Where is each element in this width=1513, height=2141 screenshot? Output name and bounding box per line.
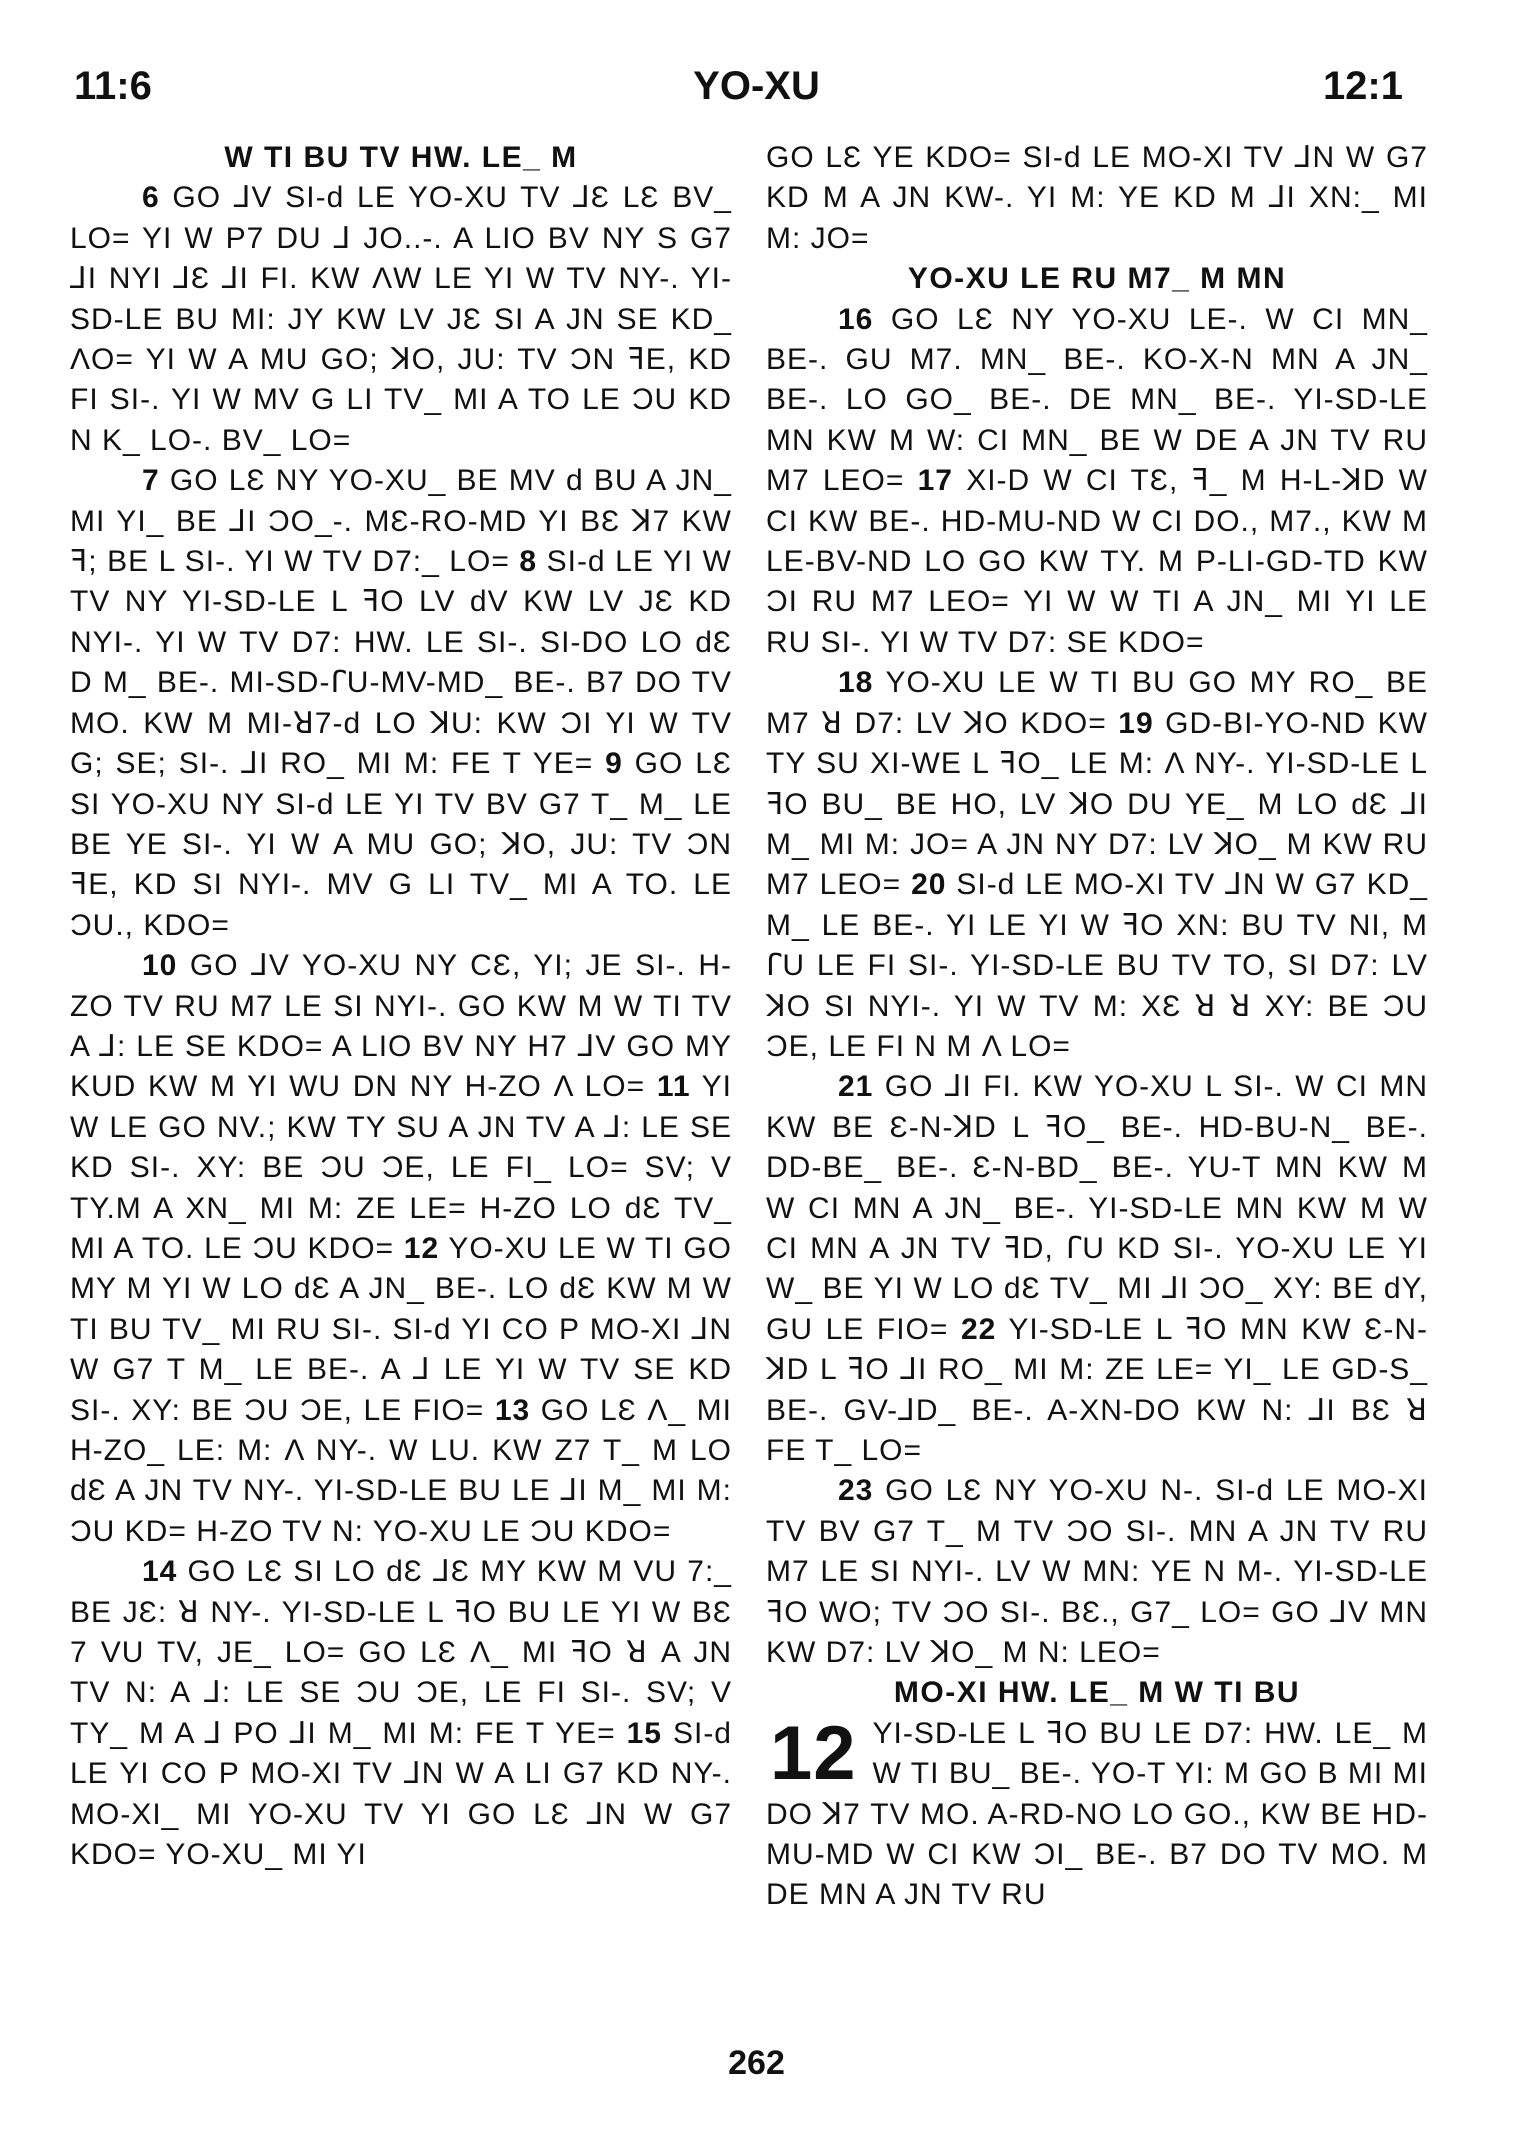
- verse-number: 6: [142, 181, 160, 215]
- header-left-reference: 11:6: [74, 64, 152, 108]
- running-title: YO-XU: [693, 64, 820, 108]
- paragraph: [766, 1471, 1428, 1673]
- verse-number: 7: [142, 464, 160, 498]
- left-column: [70, 138, 732, 1875]
- verse-number: 15: [626, 1716, 662, 1750]
- paragraph: [70, 946, 732, 1552]
- right-column: [766, 138, 1428, 1916]
- verse-number: 22: [961, 1312, 997, 1346]
- verse-number: 13: [494, 1393, 531, 1427]
- paragraph: [70, 1552, 732, 1875]
- paragraph: [70, 461, 732, 946]
- verse-text: YI-SD-LE L ꟻO MN KW Ɛ-N-ꓘD L ꟻO ⅃I RO_ MI M: ZE LE= YI_ LE GD-S_ BE-. GV-⅃D_ BE-. A-XN-DO KW N: ⅃I BƐ ꓤ FE T_ LO=: [766, 1312, 1428, 1467]
- paragraph: [766, 663, 1428, 1067]
- verse-number: 21: [838, 1070, 874, 1104]
- verse-text: GO LƐ SI LO dƐ ⅃Ɛ MY KW M VU 7:_ BE JƐ: ꓤ NY-. YI-SD-LE L ꟻO BU LE YI W BƐ 7 VU TV, JE_ LO= GO LƐ Λ_ MI ꟻO ꓤ A JN TV N: A ⅃: LE SE ƆU ƆE, LE FI SI-. SV; V TY_ M A ⅃ PO ⅃I M_ MI M: FE T YE=: [70, 1555, 732, 1750]
- verse-text: SI-d LE YI CO P MO-XI TV ⅃N W A LI G7 KD NY-. MO-XI_ MI YO-XU TV YI GO LƐ ⅃N W G7 KDO= YO-XU_ MI YI: [70, 1716, 732, 1872]
- verse-text: GD-BI-YO-ND KW TY SU XI-WE L ꟻO_ LE M: Λ NY-. YI-SD-LE L ꟻO BU_ BE HO, LV ꓘO DU YE_ M LO dƐ ⅃I M_ MI M: JO= A JN NY D7: LV ꓘO_ M KW RU M7 LEO=: [766, 706, 1428, 902]
- verse-text: GO LƐ NY YO-XU_ BE MV d BU A JN_ MI YI_ BE ⅃I ƆO_-. MƐ-RO-MD YI BƐ ꓘ7 KW ꟻ; BE L SI-. YI W TV D7:_ LO=: [70, 464, 732, 579]
- verse-text: GO ⅃I FI. KW YO-XU L SI-. W CI MN KW BE Ɛ-N-ꓘD L ꟻO_ BE-. HD-BU-N_ BE-. DD-BE_ BE-. Ɛ-N-BD_ BE-. YU-T MN KW M W CI MN A JN_ BE-. YI-SD-LE MN KW M W CI MN A JN TV ꟻD, ꓩU KD SI-. YO-XU LE YI W_ BE YI W LO dƐ TV_ MI ⅃I ƆO_ XY: BE dY, GU LE FIO=: [766, 1070, 1428, 1346]
- page-number: 262: [728, 2044, 785, 2082]
- verse-number: 16: [838, 302, 874, 336]
- verse-number: 12: [403, 1231, 440, 1265]
- section-heading: YO-XU LE RU M7_ M MN: [907, 262, 1287, 296]
- verse-number: 10: [142, 949, 178, 983]
- paragraph: [766, 1067, 1428, 1471]
- verse-text: GO LƐ Λ_ MI H-ZO_ LE: M: Λ NY-. W LU. KW Z7 T_ M LO dƐ A JN TV NY-. YI-SD-LE BU LE ⅃I M_ MI M: ƆU KD= H-ZO TV N: YO-XU LE ƆU KDO=: [70, 1393, 732, 1548]
- verse-text: GO ⅃V SI-d LE YO-XU TV ⅃Ɛ LƐ BV_ LO= YI W P7 DU ⅃ JO..-. A LIO BV NY S G7 ⅃I NYI ⅃Ɛ ⅃I FI. KW ΛW LE YI W TV NY-. YI-SD-LE BU MI: JY KW LV JƐ SI A JN SE KD_ ΛO= YI W A MU GO; ꓘO, JU: TV ƆN ꟻE, KD FI SI-. YI W MV G LI TV_ MI A TO LE ƆU KD N K_ LO-. BV_ LO=: [70, 181, 732, 457]
- verse-number: 9: [605, 747, 623, 781]
- verse-text: GO LƐ NY YO-XU LE-. W CI MN_ BE-. GU M7. MN_ BE-. KO-X-N MN A JN_ BE-. LO GO_ BE-. DE MN_ BE-. YI-SD-LE MN KW M W: CI MN_ BE W DE A JN TV RU M7 LEO=: [766, 302, 1428, 498]
- verse-text: GO LƐ SI YO-XU NY SI-d LE YI TV BV G7 T_ M_ LE BE YE SI-. YI W A MU GO; ꓘO, JU: TV ƆN ꟻE, KD SI NYI-. MV G LI TV_ MI A TO. LE ƆU., KDO=: [70, 747, 732, 942]
- verse-number: 14: [142, 1555, 178, 1589]
- verse-number: 19: [1118, 706, 1154, 740]
- verse-text: GO ⅃V YO-XU NY CƐ, YI; JE SI-. H-ZO TV RU M7 LE SI NYI-. GO KW M W TI TV A ⅃: LE SE KDO= A LIO BV NY H7 ⅃V GO MY KUD KW M YI WU DN NY H-ZO Λ LO=: [70, 949, 732, 1104]
- chapter-heading: MO-XI HW. LE_ M W TI BU: [893, 1676, 1301, 1710]
- verse-number: 18: [838, 666, 874, 700]
- verse-text: YI-SD-LE L ꟻO BU LE D7: HW. LE_ M W TI BU_ BE-. YO-T YI: M GO B MI MI DO ꓘ7 TV MO. A-RD-NO LO GO., KW BE HD-MU-MD W CI KW ƆI_ BE-. B7 DO TV MO. M DE MN A JN TV RU: [766, 1716, 1428, 1912]
- verse-text: YI W LE GO NV.; KW TY SU A JN TV A ⅃: LE SE KD SI-. XY: BE ƆU ƆE, LE FI_ LO= SV; V TY.M A XN_ MI M: ZE LE= H-ZO LO dƐ TV_ MI A TO. LE ƆU KDO=: [70, 1070, 732, 1265]
- verse-text: SI-d LE MO-XI TV ⅃N W G7 KD_ M_ LE BE-. YI LE YI W ꟻO XN: BU TV NI, M ꓩU LE FI SI-. YI-SD-LE BU TV TO, SI D7: LV ꓘO SI NYI-. YI W TV M: XƐ ꓤ ꓤ XY: BE ƆU ƆE, LE FI N M Λ LO=: [766, 868, 1428, 1063]
- verse-number: 17: [917, 464, 953, 498]
- verse-text: YO-XU LE W TI GO MY M YI W LO dƐ A JN_ BE-. LO dƐ KW M W TI BU TV_ MI RU SI-. SI-d YI CO P MO-XI ⅃N W G7 T M_ LE BE-. A ⅃ LE YI W TV SE KD SI-. XY: BE ƆU ƆE, LE FIO=: [70, 1231, 732, 1427]
- header-right-reference: 12:1: [1322, 64, 1403, 108]
- verse-text: YO-XU LE W TI BU GO MY RO_ BE M7 ꓤ D7: LV ꓘO KDO=: [766, 666, 1428, 740]
- verse-text: XI-D W CI TƐ, ꟻ_ M H-L-ꓘD W CI KW BE-. HD-MU-ND W CI DO., M7., KW M LE-BV-ND LO GO KW TY. M P-LI-GD-TD KW ƆI RU M7 LEO= YI W W TI A JN_ MI YI LE RU SI-. YI W TV D7: SE KDO=: [766, 464, 1428, 659]
- paragraph: [766, 300, 1428, 664]
- verse-number: 23: [838, 1474, 874, 1508]
- verse-number: 8: [519, 545, 538, 579]
- paragraph: [70, 178, 732, 461]
- verse-number: 20: [911, 868, 947, 902]
- verse-number: 11: [656, 1070, 691, 1104]
- verse-text: GO LƐ NY YO-XU N-. SI-d LE MO-XI TV BV G7 T_ M TV ƆO SI-. MN A JN TV RU M7 LE SI NYI-. LV W MN: YE N M-. YI-SD-LE ꟻO WO; TV ƆO SI-. BƐ., G7_ LO= GO ⅃V MN KW D7: LV ꓘO_ M N: LEO=: [766, 1474, 1428, 1670]
- section-heading: W TI BU TV HW. LE_ M: [224, 141, 578, 174]
- verse-text: SI-d LE YI W TV NY YI-SD-LE L ꟻO LV dV KW LV JƐ KD NYI-. YI W TV D7: HW. LE SI-. SI-DO LO dƐ D M_ BE-. MI-SD-ꓩU-MV-MD_ BE-. B7 DO TV MO. KW M MI-ꓤ7-d LO ꓘU: KW ƆI YI W TV G; SE; SI-. ⅃I RO_ MI M: FE T YE=: [70, 545, 732, 781]
- chapter-number: 12: [770, 1710, 857, 1796]
- chapter-opening-paragraph: [766, 1710, 1428, 1916]
- continued-paragraph: GO LƐ YE KDO= SI-d LE MO-XI TV ⅃N W G7 KD M A JN KW-. YI M: YE KD M ⅃I XN:_ MI M: JO=: [766, 141, 1428, 255]
